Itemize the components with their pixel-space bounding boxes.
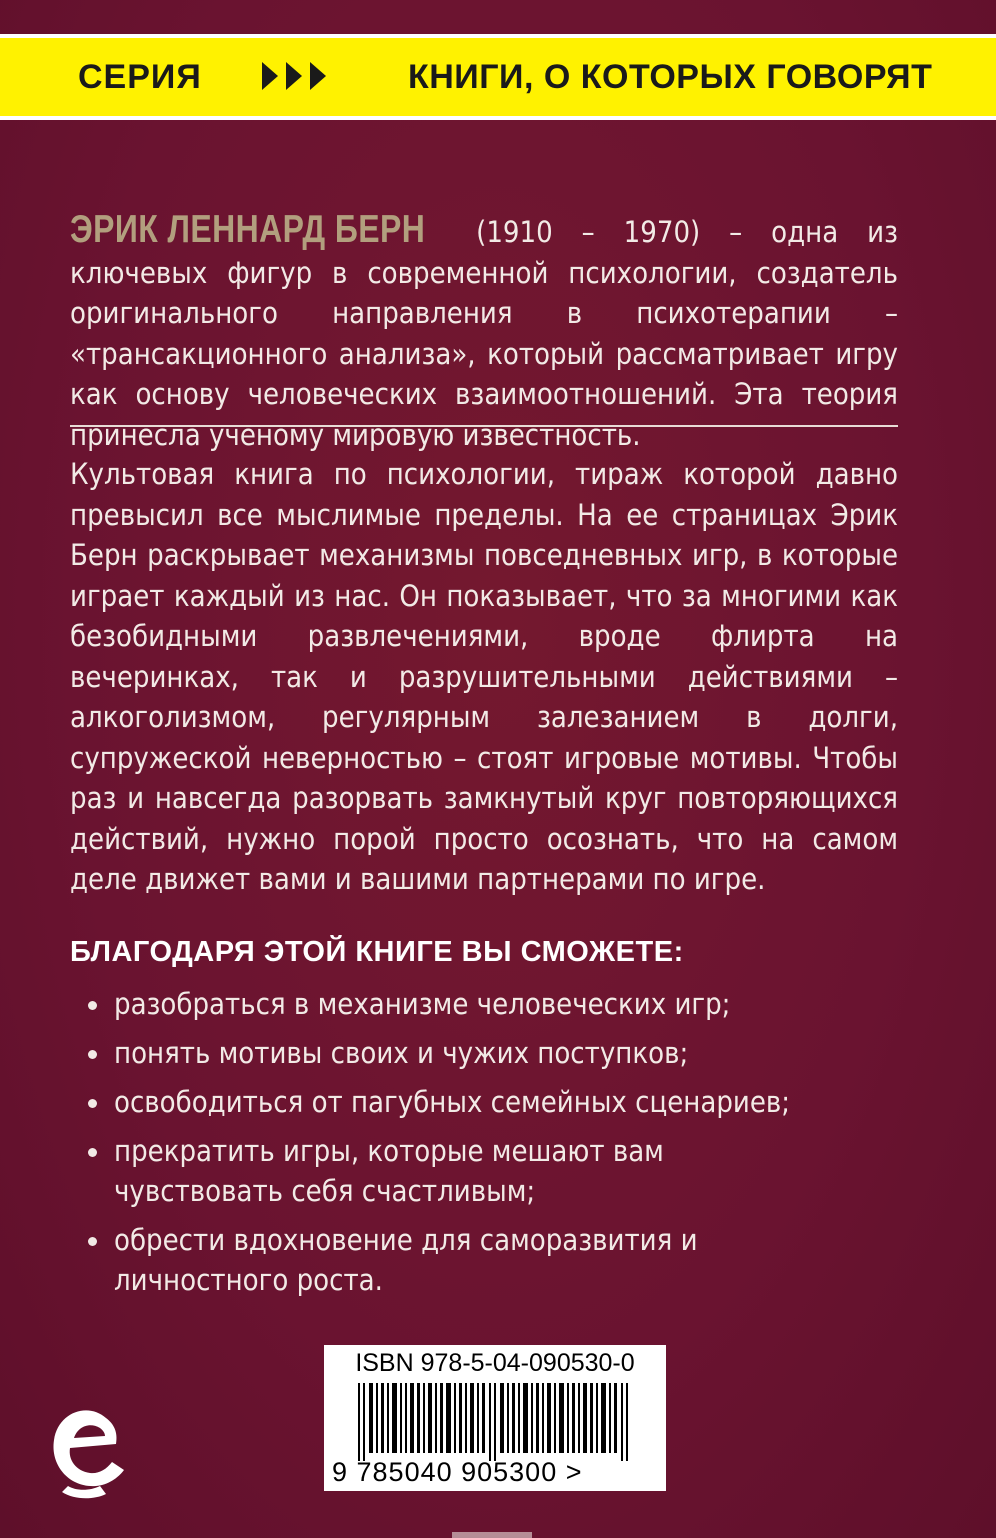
author-name: ЭРИК ЛЕННАРД БЕРН	[70, 208, 426, 251]
triple-arrow-icon	[262, 62, 326, 92]
benefit-item: обрести вдохновение для саморазвития и личностного роста.	[86, 1220, 846, 1300]
book-description: Культовая книга по психологии, тираж которой давно превысил все мыслимые пределы. На ее страницах Эрик Берн раскрывает механизмы повседневных игр, в которые играет каждый из нас. Он показывает, что за многими как безобидными развлечениями, вроде флирта на вечеринках, так и разрушительными действиями – алкоголизмом, регулярным залезанием в долги, супружеской неверностью – стоят игровые мотивы. Чтобы раз и навсегда разорвать замкнутый круг повторяющихся действий, нужно порой просто осознать, что на самом деле движет вами и вашими партнерами по игре.	[70, 457, 898, 896]
benefits-heading: БЛАГОДАРЯ ЭТОЙ КНИГЕ ВЫ СМОЖЕТЕ:	[70, 936, 684, 968]
barcode-bars	[358, 1383, 634, 1461]
benefit-item: понять мотивы своих и чужих поступков;	[86, 1033, 846, 1073]
publisher-e-logo-icon	[44, 1400, 134, 1500]
benefit-item: разобраться в механизме человеческих игр;	[86, 984, 846, 1024]
benefit-item: прекратить игры, которые мешают вам чувствовать себя счастливым;	[86, 1131, 826, 1211]
author-bio-paragraph	[70, 210, 898, 455]
benefits-list	[86, 984, 846, 1309]
isbn-text: ISBN 978-5-04-090530-0	[355, 1349, 635, 1377]
author-bio: (1910 – 1970) – одна из ключевых фигур в современной психологии, создатель оригинального направления в психотерапии – «трансакционного анализа», который рассматривает игру как основу человеческих взаимоотношений. Эта теория принесла ученому мировую известность.	[70, 215, 898, 452]
benefit-item: освободиться от пагубных семейных сценариев;	[86, 1082, 846, 1122]
isbn-barcode	[324, 1345, 666, 1491]
section-divider	[70, 425, 898, 427]
spine-edge-mark	[452, 1532, 532, 1538]
barcode-digits: 9 785040 905300 >	[332, 1457, 583, 1487]
series-banner	[0, 34, 996, 120]
series-label: СЕРИЯ	[78, 58, 202, 96]
series-name: КНИГИ, О КОТОРЫХ ГОВОРЯТ	[408, 58, 933, 96]
